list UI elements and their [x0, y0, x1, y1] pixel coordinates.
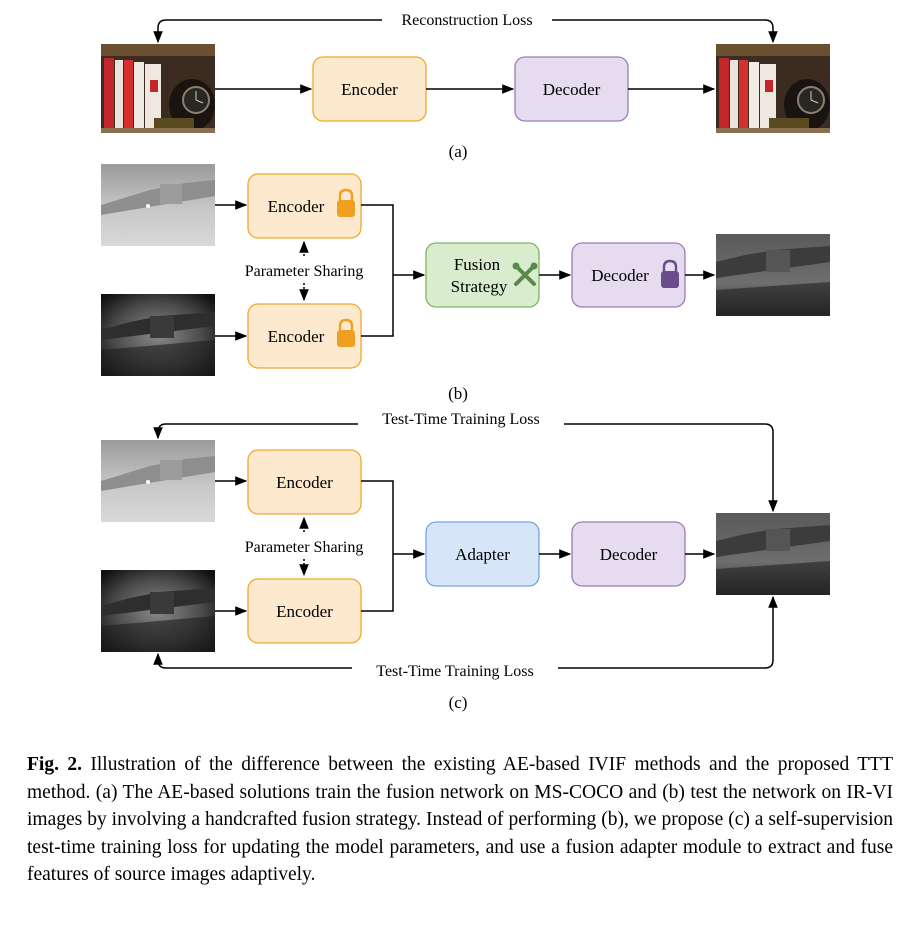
encoder-label-a: Encoder — [341, 80, 398, 99]
visible-input-image-b — [101, 294, 215, 376]
merge-arrow-b — [361, 205, 393, 336]
figure-label: Fig. 2. — [27, 754, 82, 775]
encoder-label-b-bottom: Encoder — [267, 327, 325, 346]
output-bookshelf-image — [716, 44, 830, 133]
fusion-label-line2: Strategy — [450, 277, 508, 296]
input-bookshelf-image — [101, 44, 215, 133]
tt-loss-top-label: Test-Time Training Loss — [382, 411, 540, 428]
panel-b — [101, 164, 830, 403]
adapter-label: Adapter — [455, 545, 510, 564]
decoder-label-c: Decoder — [599, 545, 658, 564]
visible-input-image-c — [101, 570, 215, 652]
ir-input-image-c — [101, 440, 215, 522]
encoder-label-c-bottom: Encoder — [276, 602, 333, 621]
reconstruction-loss-label: Reconstruction Loss — [401, 12, 533, 29]
param-sharing-label-c: Parameter Sharing — [244, 539, 364, 556]
param-sharing-label-b: Parameter Sharing — [244, 263, 364, 280]
ir-input-image-b — [101, 164, 215, 246]
decoder-label-a: Decoder — [542, 80, 601, 99]
panel-c — [101, 408, 830, 712]
caption-text: Illustration of the difference between the existing AE-based IVIF methods and the proposed TTT method. (a) The AE-based solutions train the fusion network on MS-COCO and (b) test the network on IR-VI images by involving a handcrafted fusion strategy. Instead of performing (b), we propose (c) a self-supervision test-time training loss for updating the model parameters, and use a fusion adapter module to extract and fuse features of source images adaptively. — [27, 754, 893, 885]
fused-output-image-b — [716, 234, 830, 316]
encoder-label-c-top: Encoder — [276, 473, 333, 492]
panel-label-c: (c) — [448, 693, 468, 712]
panel-label-a: (a) — [448, 142, 468, 161]
panel-label-b: (b) — [448, 384, 468, 403]
fusion-label-line1: Fusion — [453, 255, 501, 274]
fused-output-image-c — [716, 513, 830, 595]
fusion-strategy-box — [426, 243, 539, 307]
merge-arrow-c — [361, 481, 393, 611]
decoder-label-b: Decoder — [591, 266, 649, 285]
figure-caption — [27, 751, 893, 889]
tt-loss-bottom-label: Test-Time Training Loss — [376, 663, 534, 680]
panel-a — [101, 9, 830, 161]
encoder-label-b-top: Encoder — [267, 197, 325, 216]
